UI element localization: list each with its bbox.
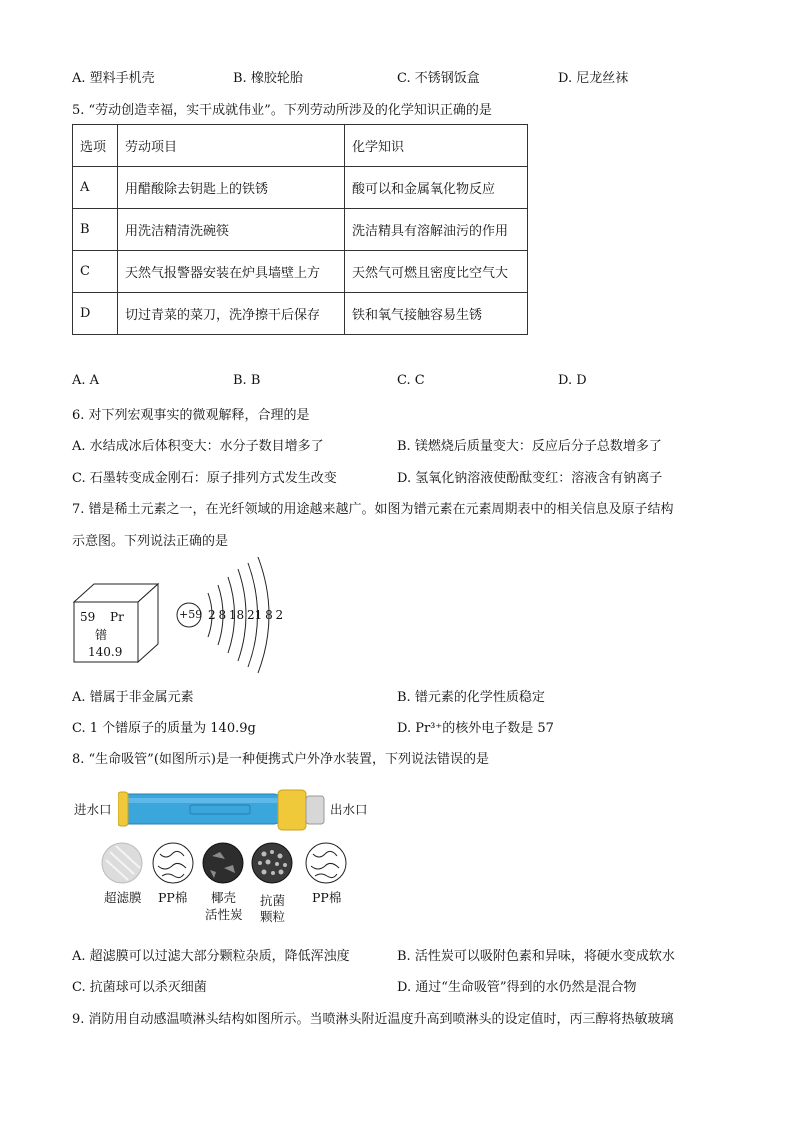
layer-label-activated-carbon: 活性炭 [205, 907, 243, 922]
element-atomic-number: 59 [80, 610, 96, 624]
q8-stem: 8. “生命吸管”(如图所示)是一种便携式户外净水装置，下列说法错误的是 [72, 752, 489, 767]
element-mass: 140.9 [88, 645, 123, 659]
filter-layers-figure [100, 840, 350, 886]
q5-stem: 5. “劳动创造幸福，实干成就伟业”。下列劳动所涉及的化学知识正确的是 [72, 103, 492, 118]
q4-option-c: C. 不锈钢饭盒 [397, 71, 480, 86]
q6-option-b: B. 镁燃烧后质量变大：反应后分子总数增多了 [397, 439, 662, 454]
layer-label-granules: 颗粒 [260, 909, 286, 924]
q8-option-d: D. 通过“生命吸管”得到的水仍然是混合物 [397, 980, 637, 995]
layer-label-antibacterial: 抗菌 [260, 893, 286, 908]
table-cell: 酸可以和金属氧化物反应 [345, 167, 528, 209]
q6-option-d: D. 氢氧化钠溶液使酚酞变红：溶液含有钠离子 [397, 471, 663, 486]
layer-label-ultrafiltration: 超滤膜 [104, 890, 142, 905]
coconut-shell-activated-carbon-icon [203, 843, 243, 883]
q5-option-d: D. D [558, 373, 587, 388]
table-cell: 切过青菜的菜刀，洗净擦干后保存 [118, 293, 345, 335]
q7-option-b: B. 镨元素的化学性质稳定 [397, 690, 545, 705]
q4-option-d: D. 尼龙丝袜 [558, 71, 629, 86]
element-symbol: Pr [110, 610, 124, 624]
electron-shell-counts: 2 8 18 21 8 2 [208, 608, 284, 622]
table-cell: 天然气可燃且密度比空气大 [345, 251, 528, 293]
layer-label-pp-cotton-2: PP棉 [312, 890, 342, 905]
table-cell: 洗洁精具有溶解油污的作用 [345, 209, 528, 251]
q5-option-a: A. A [72, 373, 100, 388]
pp-cotton-icon [306, 843, 346, 883]
q8-option-a: A. 超滤膜可以过滤大部分颗粒杂质，降低浑浊度 [72, 949, 350, 964]
q7-stem-line2: 示意图。下列说法正确的是 [72, 534, 229, 549]
element-name: 镨 [95, 628, 108, 642]
q6-option-a: A. 水结成冰后体积变大：水分子数目增多了 [72, 439, 324, 454]
q6-option-c: C. 石墨转变成金刚石：原子排列方式发生改变 [72, 471, 337, 486]
table-cell: D [73, 293, 118, 335]
q7-option-a: A. 镨属于非金属元素 [72, 690, 194, 705]
table-row [73, 251, 528, 293]
table-cell: 天然气报警器安装在炉具墙壁上方 [118, 251, 345, 293]
layer-label-pp-cotton: PP棉 [158, 890, 188, 905]
water-inlet-label: 进水口 [74, 802, 112, 817]
q8-option-c: C. 抗菌球可以杀灭细菌 [72, 980, 207, 995]
table-header-cell: 选项 [73, 125, 118, 167]
q7-option-c: C. 1 个镨原子的质量为 140.9g [72, 721, 256, 736]
table-cell: C [73, 251, 118, 293]
table-row [73, 209, 528, 251]
nucleus-charge: +59 [179, 608, 203, 621]
table-cell: A [73, 167, 118, 209]
q6-stem: 6. 对下列宏观事实的微观解释，合理的是 [72, 408, 310, 423]
table-cell: 铁和氧气接触容易生锈 [345, 293, 528, 335]
q5-option-b: B. B [233, 373, 261, 388]
table-cell: 用洗洁精清洗碗筷 [118, 209, 345, 251]
layer-label-coconut-shell: 椰壳 [211, 890, 237, 905]
table-header-cell: 劳动项目 [118, 125, 345, 167]
table-row [73, 293, 528, 335]
q7-option-d: D. Pr³⁺的核外电子数是 57 [397, 721, 554, 736]
q4-option-a: A. 塑料手机壳 [72, 71, 155, 86]
table-row [73, 167, 528, 209]
table-cell: 用醋酸除去钥匙上的铁锈 [118, 167, 345, 209]
table-header-row [73, 125, 528, 167]
q8-option-b: B. 活性炭可以吸附色素和异味，将硬水变成软水 [397, 949, 675, 964]
water-outlet-label: 出水口 [330, 802, 368, 817]
life-straw-tube [118, 788, 328, 832]
table-cell: B [73, 209, 118, 251]
q5-table [72, 124, 528, 335]
table-header-cell: 化学知识 [345, 125, 528, 167]
q5-option-c: C. C [397, 373, 425, 388]
q7-stem-line1: 7. 镨是稀土元素之一，在光纤领域的用途越来越广。如图为镨元素在元素周期表中的相关信息及原子结构 [72, 502, 674, 517]
q9-stem: 9. 消防用自动感温喷淋头结构如图所示。当喷淋头附近温度升高到喷淋头的设定值时，丙三醇将热敏玻璃 [72, 1012, 674, 1027]
q4-option-b: B. 橡胶轮胎 [233, 71, 303, 86]
pp-cotton-icon [153, 843, 193, 883]
